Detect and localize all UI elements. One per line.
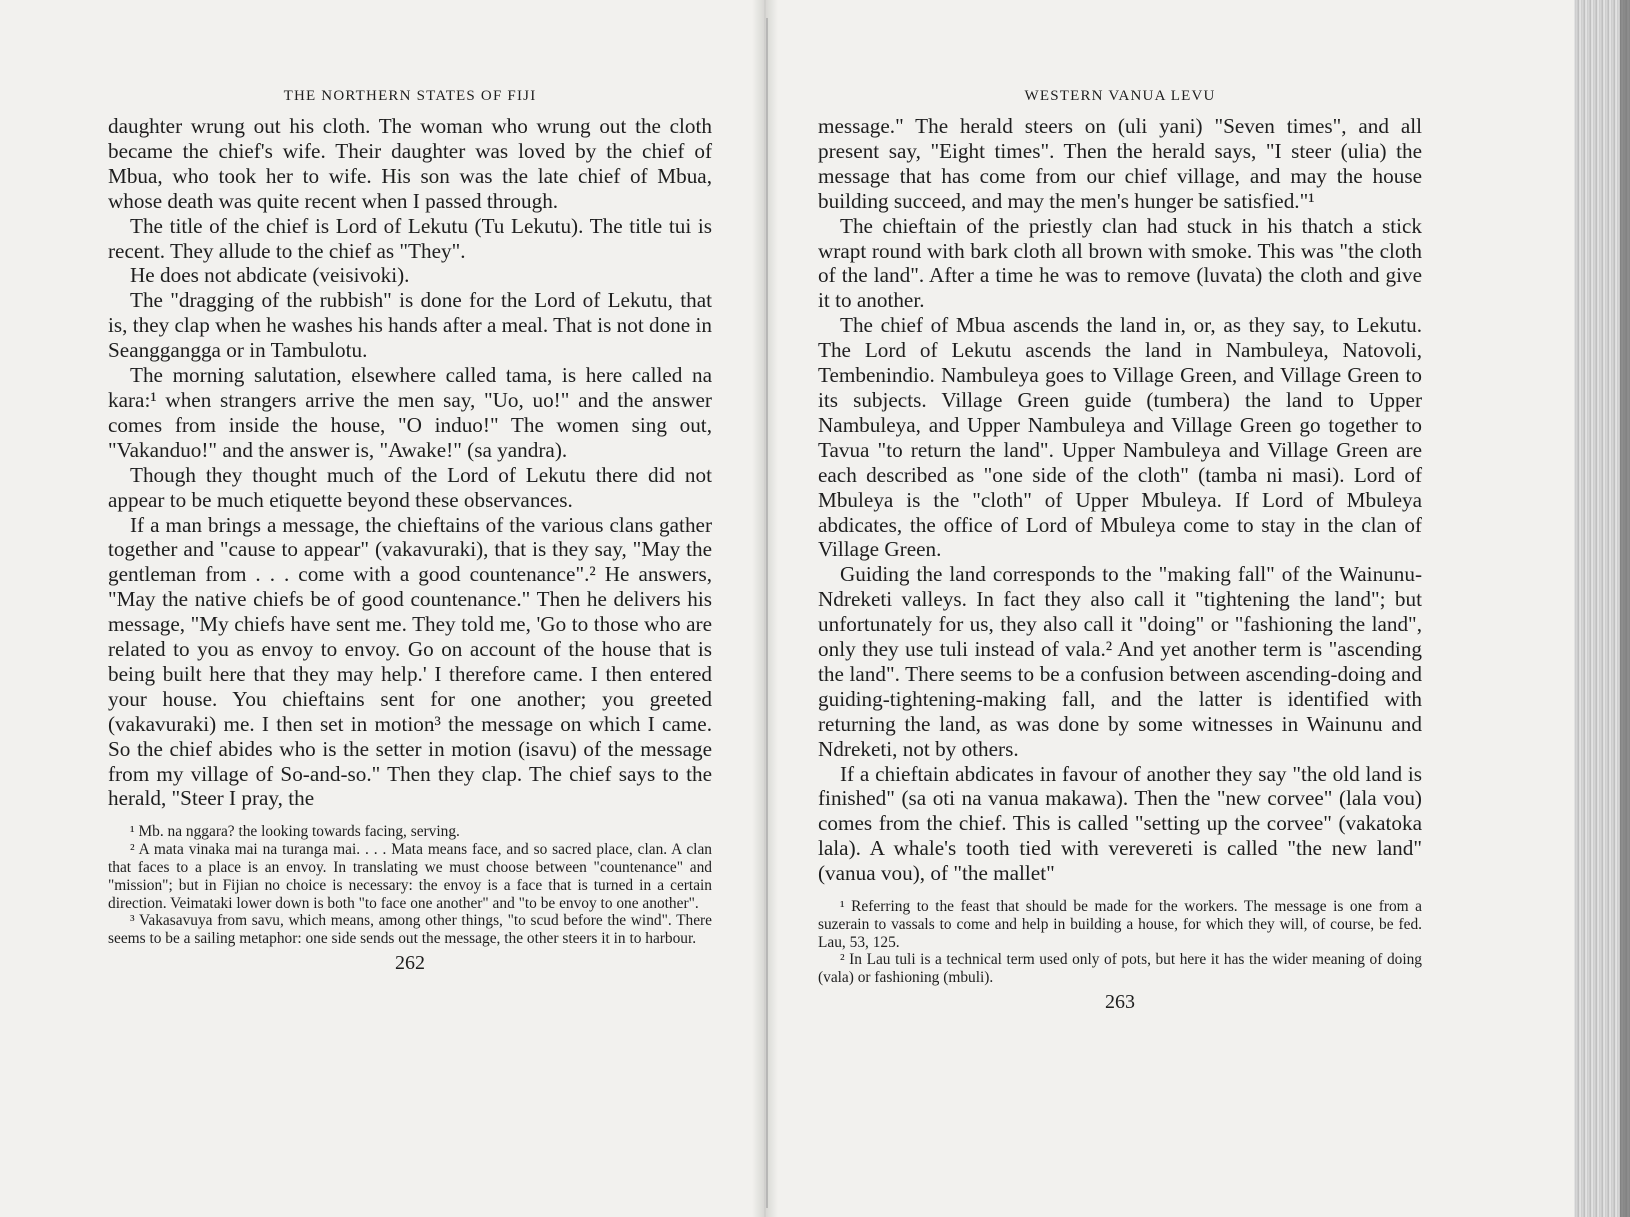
page-edge-shadow xyxy=(1620,0,1630,1217)
footnote: ² In Lau tuli is a technical term used only of pots, but here it has the wider meaning of doing (vala) or fashioning (mbuli). xyxy=(818,951,1422,987)
running-head-right: WESTERN VANUA LEVU xyxy=(1024,88,1216,104)
running-head-left: THE NORTHERN STATES OF FIJI xyxy=(283,88,537,104)
page-gutter xyxy=(752,0,778,1217)
paragraph: He does not abdicate (veisivoki). xyxy=(130,263,410,288)
footnote: ¹ Referring to the feast that should be made for the workers. The message is one from a suzerain to vassals to come and help in building a house, for which they will, of course, be fed. Lau, 53, 125. xyxy=(818,898,1422,951)
paragraph: If a chieftain abdicates in favour of another they say "the old land is finished" (sa oti na vanua makawa). Then the "new corvee" (lala vou) comes from the chief. This is called "setting up the corvee" (vakatoka lala). A whale's tooth tied with verevereti is called "the new land" (vanua vou), of "the mallet" xyxy=(818,761,1422,886)
footnote: ³ Vakasavuya from savu, which means, among other things, "to scud before the wind". There seems to be a sailing metaphor: one side sends out the message, the other steers it in to harbour. xyxy=(108,912,712,948)
paragraph: If a man brings a message, the chieftains of the various clans gather together and "cause to appear" (vakavuraki), that is they say, "May the gentleman from . . . come with a good countenance".² He answers, "May the native chiefs be of good countenance." Then he delivers his message, "My chiefs have sent me. They told me, 'Go to those who are related to you as envoy to envoy. Go on account of the house that is being built here that they may help.' I therefore came. I then entered your house. You chieftains sent for one another; you greeted (vakavuraki) me. I then set in motion³ the message on which I came. So the chief abides who is the setter in motion (isavu) of the message from my village of So-and-so." Then they clap. The chief says to the herald, "Steer I pray, the xyxy=(108,512,712,811)
left-body xyxy=(108,114,712,811)
paragraph: Guiding the land corresponds to the "making fall" of the Wainunu-Ndreketi valleys. In fact they also call it "tightening the land"; but unfortunately for us, they also call it "doing" or "fashioning the land", only they use tuli instead of vala.² And yet another term is "ascending the land". There seems to be a confusion between ascending-doing and guiding-tightening-making fall, and the latter is identified with returning the land, as was done by some witnesses in Wainunu and Ndreketi, not by others. xyxy=(818,562,1422,761)
page-number-left: 262 xyxy=(395,951,425,974)
footnote: ¹ Mb. na nggara? the looking towards facing, serving. xyxy=(130,823,460,841)
paragraph: The morning salutation, elsewhere called tama, is here called na kara:¹ when strangers arrive the men say, "Uo, uo!" and the answer comes from inside the house, "O induo!" The women sing out, "Vakanduo!" and the answer is, "Awake!" (sa yandra). xyxy=(108,363,712,462)
right-body xyxy=(818,114,1422,886)
paragraph: The "dragging of the rubbish" is done for the Lord of Lekutu, that is, they clap when he washes his hands after a meal. That is not done in Seanggangga or in Tambulotu. xyxy=(108,288,712,363)
footnote: ² A mata vinaka mai na turanga mai. . . . Mata means face, and so sacred place, clan. A clan that faces to a place is an envoy. In translating we must choose between "countenance" and "mission"; but in Fijian no choice is necessary: the envoy is a face that is turned in a certain direction. Veimataki lower down is both "to face one another" and "to be envoy to one another". xyxy=(108,841,712,912)
paragraph: daughter wrung out his cloth. The woman who wrung out the cloth became the chief's wife. Their daughter was loved by the chief of Mbua, who took her to wife. His son was the late chief of Mbua, whose death was quite recent when I passed through. xyxy=(108,114,712,213)
left-page xyxy=(108,88,712,975)
gutter-fold xyxy=(766,18,768,1208)
right-page xyxy=(818,88,1422,1014)
left-footnotes xyxy=(108,823,712,948)
paragraph: The title of the chief is Lord of Lekutu (Tu Lekutu). The title tui is recent. They allude to the chief as "They". xyxy=(108,213,712,263)
right-footnotes xyxy=(818,898,1422,987)
paragraph: message." The herald steers on (uli yani) "Seven times", and all present say, "Eight times". Then the herald says, "I steer (ulia) the message that has come from our chief village, and may the house building succeed, and may the men's hunger be satisfied."¹ xyxy=(818,114,1422,213)
paragraph: The chieftain of the priestly clan had stuck in his thatch a stick wrapt round with bark cloth all brown with smoke. This was "the cloth of the land". After a time he was to remove (luvata) the cloth and give it to another. xyxy=(818,213,1422,313)
paragraph: The chief of Mbua ascends the land in, or, as they say, to Lekutu. The Lord of Lekutu ascends the land in Nambuleya, Natovoli, Tembenindio. Nambuleya goes to Village Green, and Village Green to its subjects. Village Green guide (tumbera) the land to Upper Nambuleya, and Upper Nambuleya and Village Green go together to Tavua "to return the land". Upper Nambuleya and Village Green are each described as "one side of the cloth" (tamba ni masi). Lord of Mbuleya is the "cloth" of Upper Mbuleya. If Lord of Mbuleya abdicates, the office of Lord of Mbuleya come to stay in the clan of Village Green. xyxy=(818,313,1422,562)
paragraph: Though they thought much of the Lord of Lekutu there did not appear to be much etiquette beyond these observances. xyxy=(108,462,712,512)
page-number-right: 263 xyxy=(1105,991,1135,1014)
